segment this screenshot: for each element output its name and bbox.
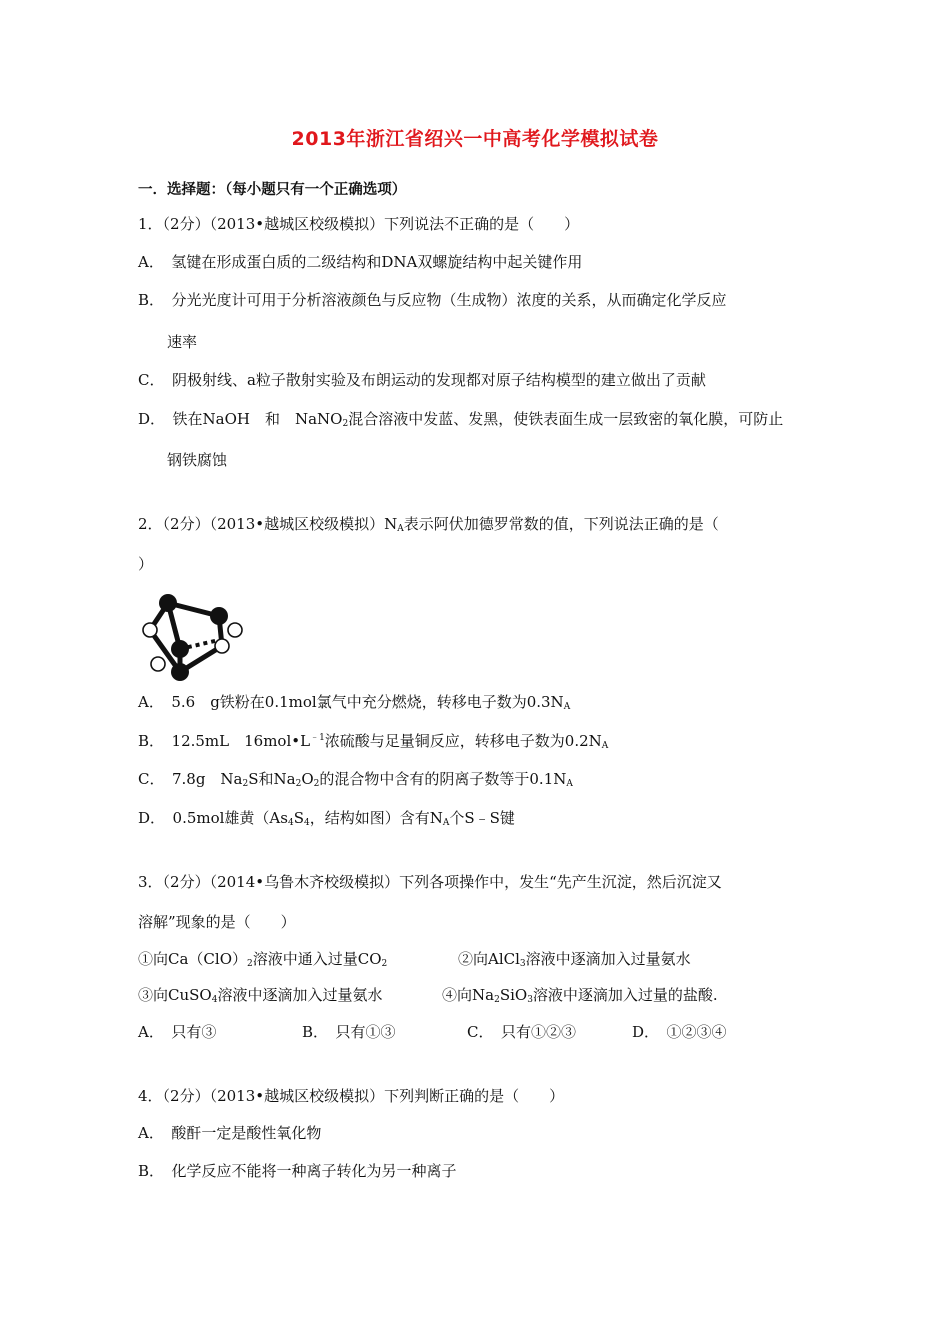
atom-black: [159, 594, 177, 612]
atom-white: [228, 623, 242, 637]
atom-black: [210, 607, 228, 625]
q3-stem: 3．（2分）（2014•乌鲁木齐校级模拟）下列各项操作中，发生“先产生沉淀，然后沉淀又: [138, 873, 722, 891]
q3-item-3: ③向CuSO$_4$溶液中逐滴加入过量氨水: [138, 986, 383, 1005]
atom-black: [171, 663, 189, 681]
q4-stem: 4．（2分）（2013•越城区校级模拟）下列判断正确的是（ ）: [138, 1087, 565, 1105]
atom-white: [151, 657, 165, 671]
q2-option-a: A． 5.6 g铁粉在0.1mol氯气中充分燃烧，转移电子数为$0.3N_A$: [138, 693, 571, 712]
q1-option-b-cont: 速率: [167, 333, 198, 351]
q3-item-1: ①向$Ca(ClO)_2$溶液中通入过量$CO_2$: [138, 950, 388, 969]
q1-option-b: B． 分光光度计可用于分析溶液颜色与反应物（生成物）浓度的关系，从而确定化学反应: [138, 291, 727, 309]
q2-stem: 2．（2分）（2013•越城区校级模拟）$N_A$表示阿伏加德罗常数的值，下列说法正确的是（: [138, 515, 719, 534]
q1-stem: 1．（2分）（2013•越城区校级模拟）下列说法不正确的是（ ）: [138, 215, 580, 233]
q2-stem-cont: ）: [138, 555, 154, 573]
q2-option-c: C． 7.8g $Na_2S$和$Na_2O_2$的混合物中含有的阴离子数等于$0.1N_A$: [138, 770, 573, 789]
q3-option-d: D． ①②③④: [632, 1023, 727, 1041]
atom-white: [143, 623, 157, 637]
q3-option-b: B． 只有①③: [302, 1023, 396, 1041]
atom-white: [215, 639, 229, 653]
q2-option-d: D． 0.5mol雄黄（$As_4S_4$，结构如图）含有$N_A$个S﹣S键: [138, 809, 515, 828]
atom-black: [171, 640, 189, 658]
q2-option-b: B． 12.5mL $16mol•L^{﹣1}$浓硫酸与足量铜反应，转移电子数为$0.2N_A$: [138, 732, 609, 751]
section-heading: 一．选择题：（每小题只有一个正确选项）: [138, 182, 407, 198]
page-title: 2013年浙江省绍兴一中高考化学模拟试卷: [291, 128, 659, 150]
q4-option-a: A． 酸酐一定是酸性氧化物: [138, 1124, 322, 1142]
q1-option-a: A． 氢键在形成蛋白质的二级结构和DNA双螺旋结构中起关键作用: [138, 253, 583, 271]
q3-item-4: ④向$Na_2SiO_3$溶液中逐滴加入过量的盐酸.: [442, 986, 718, 1005]
q3-item-2: ②向AlCl$_3$溶液中逐滴加入过量氨水: [458, 950, 691, 969]
as4s4-structure-diagram: [136, 590, 250, 686]
q3-stem-cont: 溶解”现象的是（ ）: [138, 913, 296, 931]
q1-option-c: C． 阴极射线、a粒子散射实验及布朗运动的发现都对原子结构模型的建立做出了贡献: [138, 371, 706, 389]
q3-option-c: C． 只有①②③: [467, 1023, 576, 1041]
q4-option-b: B． 化学反应不能将一种离子转化为另一种离子: [138, 1162, 457, 1180]
q3-option-a: A． 只有③: [138, 1023, 217, 1041]
q1-option-d: D． 铁在NaOH 和 NaNO$_2$混合溶液中发蓝、发黑，使铁表面生成一层致密的氧化膜，可防止: [138, 410, 784, 429]
q1-option-d-cont: 钢铁腐蚀: [167, 451, 228, 469]
